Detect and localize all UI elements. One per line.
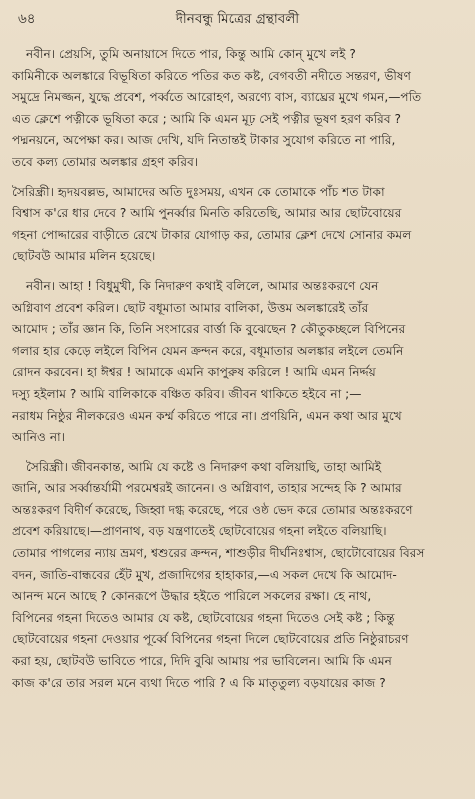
text-line: বিপিনের গহনা দিতেও আমার যে কষ্ট, ছোটবোয়ের গহনা দিতেও সেই কষ্ট ; কিন্তু xyxy=(12,610,395,625)
text-line: বিশ্বাস ক'রে ধার দেবে ? আমি পুনর্ব্বার মিনতি করিতেছি, আমার আর ছোটবোয়ের xyxy=(12,206,402,221)
text-line: ছোটবোয়ের গহনা দেওয়ার পূর্ব্বে বিপিনের গহনা দিলে ছোটবোয়ের প্রতি নিষ্ঠুরাচরণ xyxy=(12,632,409,647)
text-line: এত ক্লেশে পত্নীকে ভূষিতা করে ; আমি কি এমন মূঢ় সেই পত্নীর ভূষণ হরণ করিব ? xyxy=(12,111,401,126)
text-line: গহনা পোদ্দারের বাড়ীতে রেখে টাকার যোগাড় কর, তোমার ক্লেশ দেখে সোনার কমল xyxy=(12,227,412,242)
text-line: অগ্নিবাণ প্রবেশ করিল। ছোট বধূমাতা আমার বালিকা, উত্তম অলঙ্কারেই তাঁর xyxy=(12,300,369,315)
text-line: গলার হার কেড়ে লইলে বিপিন যেমন ক্রন্দন করে, বধূমাতার অলঙ্কার লইলে তেমনি xyxy=(12,343,404,358)
text-line: অন্তঃকরণ বিদীর্ণ করেছে, জিহ্বা দগ্ধ করেছে, পরে ওষ্ঠ ভেদ করে তোমার অন্তঃকরণে xyxy=(12,502,413,517)
text-line: করা হয়, ছোটবউ ভাবিতে পারে, দিদি বুঝি আমায় পর ভাবিলেন। আমি কি এমন xyxy=(12,654,392,669)
page-body xyxy=(12,44,463,694)
paragraph xyxy=(12,457,463,695)
page-number: ৬৪ xyxy=(18,11,36,27)
text-line: নবীন। প্রেয়সি, তুমি অনায়াসে দিতে পার, কিন্তু আমি কোন্‌ মুখে লই ? xyxy=(26,47,356,61)
text-line: তোমার পাগলের ন্যায় ভ্রমণ, শ্বশুরের ক্রন্দন, শাশুড়ীর দীর্ঘনিঃশ্বাস, ছোটোবোয়ের বিরস xyxy=(12,546,425,561)
text-line: কাজ ক'রে তার সরল মনে ব্যথা দিতে পারি ? এ কি মাতৃতুল্য বড়যায়ের কাজ ? xyxy=(12,675,386,690)
paragraph xyxy=(12,276,463,449)
text-line: সৈরিন্ধ্রী। হৃদয়বল্লভ, আমাদের অতি দুঃসময়, এখন কে তোমাকে পাঁচ শত টাকা xyxy=(12,184,385,199)
paragraph xyxy=(12,44,463,174)
text-line: নরাধম নিষ্ঠুর নীলকরেও এমন কর্ম্ম করিতে পারে না। প্রণয়িনি, এমন কথা আর মুখে xyxy=(12,408,402,423)
text-line: তবে কল্য তোমার অলঙ্কার গ্রহণ করিব। xyxy=(12,154,199,169)
text-line: বদন, জাতি-বান্ধবের হেঁট মুখ, প্রজাদিগের হাহাকার,—এ সকল দেখে কি আমোদ- xyxy=(12,567,397,582)
text-line: কামিনীকে অলঙ্কারে বিভূষিতা করিতে পতির কত কষ্ট, বেগবতী নদীতে সন্তরণ, ভীষণ xyxy=(12,68,412,83)
text-line: ছোটবউ আমার মলিন হয়েছে। xyxy=(12,249,156,264)
text-line: আনিও না। xyxy=(12,430,65,445)
text-line: সৈরিন্ধ্রী। জীবনকান্ত, আমি যে কষ্টে ও নিদারুণ কথা বলিয়াছি, তাহা আমিই xyxy=(26,459,382,474)
text-line: রোদন করবেন। হা ঈশ্বর ! আমাকে এমনি কাপুরুষ করিলে ! আমি এমন নির্দ্দয় xyxy=(12,365,376,380)
page-header xyxy=(12,8,463,30)
paragraph xyxy=(12,182,463,268)
text-line: দস্যু হইলাম ? আমি বালিকাকে বঞ্চিত করিব। জীবন থাকিতে হইবে না ;— xyxy=(12,386,362,401)
text-line: জানি, আর সর্ব্বান্তর্যামী পরমেশ্বরই জানেন। ও অগ্নিবাণ, তাহার সন্দেহ কি ? আমার xyxy=(12,481,402,496)
text-line: আমোদ ; তাঁর জ্ঞান কি, তিনি সংসারের বার্ত্তা কি বুঝেছেন ? কৌতুকচ্ছলে বিপিনের xyxy=(12,322,406,337)
text-line: সমুদ্রে নিমজ্জন, যুদ্ধে প্রবেশ, পর্ব্বতে আরোহণ, অরণ্যে বাস, ব্যাঘ্রের মুখে গমন,—পতি xyxy=(12,90,422,105)
text-line: প্রবেশ করিয়াছে।—প্রাণনাথ, বড় যন্ত্রণাতেই ছোটবোয়ের গহনা লইতে বলিয়াছি। xyxy=(12,524,387,539)
running-title: দীনবন্ধু মিত্রের গ্রন্থাবলী xyxy=(175,11,300,27)
text-line: পদ্মনয়নে, অপেক্ষা কর। আজ দেখি, যদি নিতান্তই টাকার সুযোগ করিতে না পারি, xyxy=(12,133,396,148)
text-line: নবীন। আহা ! বিধুমুখী, কি নিদারুণ কথাই বলিলে, আমার অন্তঃকরণে যেন xyxy=(26,278,379,293)
text-line: আনন্দ মনে আছে ? কোনরূপে উদ্ধার হইতে পারিলে সকলের রক্ষা। হে নাথ, xyxy=(12,589,372,604)
